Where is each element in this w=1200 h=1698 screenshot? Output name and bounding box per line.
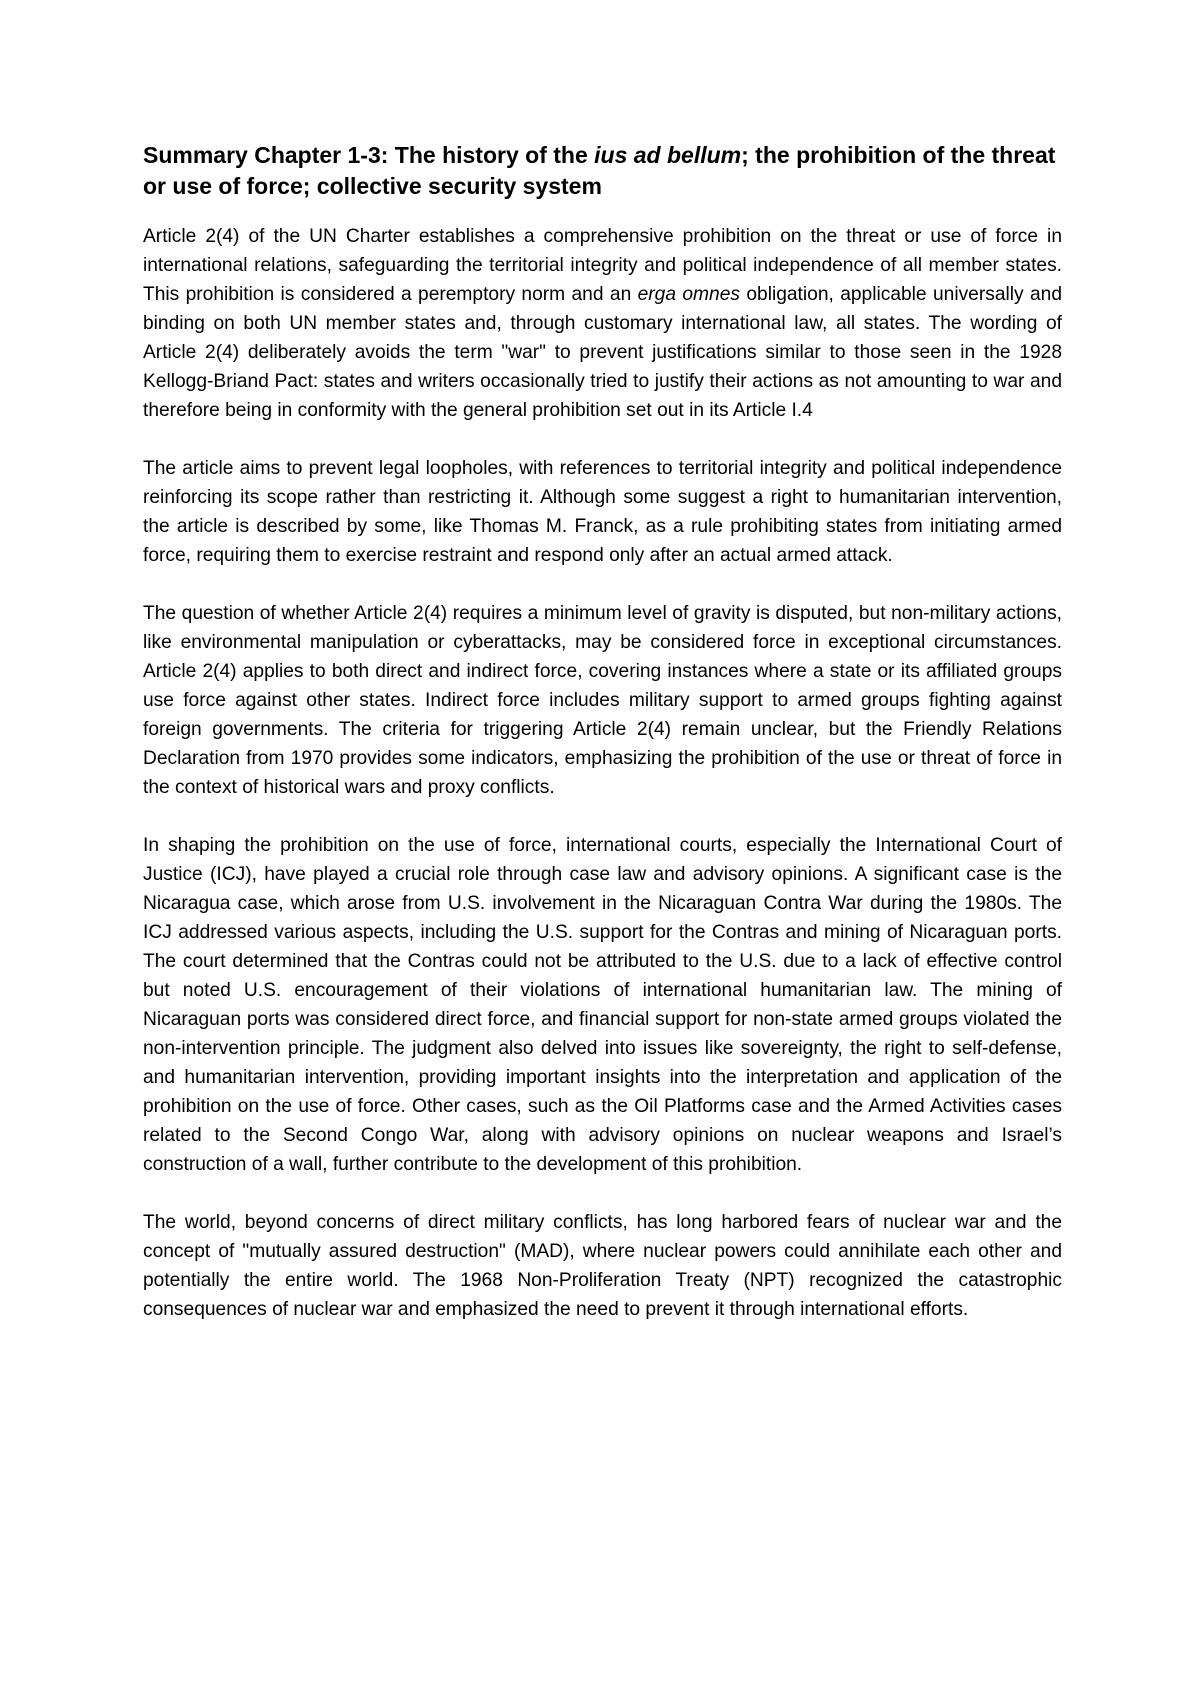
title-text-part1: Summary Chapter 1-3: The history of the: [143, 142, 595, 168]
document-page: [143, 140, 1062, 1353]
paragraph-1-italic-term: erga omnes: [637, 284, 740, 305]
paragraph-1-part2: obligation, applicable universally and binding on both UN member states and, through customary international law, all states. The wording of Article 2(4) deliberately avoids the term "war" to prevent justifications similar to those seen in the 1928 Kellogg-Briand Pact: states and writers occasionally tried to justify their actions as not amounting to war and therefore being in conformity with the general prohibition set out in its Article I.4: [143, 284, 1062, 421]
paragraph-4: In shaping the prohibition on the use of force, international courts, especially the International Court of Justice (ICJ), have played a crucial role through case law and advisory opinions. A significant case is the Nicaragua case, which arose from U.S. involvement in the Nicaraguan Contra War during the 1980s. The ICJ addressed various aspects, including the U.S. support for the Contras and mining of Nicaraguan ports. The court determined that the Contras could not be attributed to the U.S. due to a lack of effective control but noted U.S. encouragement of their violations of international humanitarian law. The mining of Nicaraguan ports was considered direct force, and financial support for non-state armed groups violated the non-intervention principle. The judgment also delved into issues like sovereignty, the right to self-defense, and humanitarian intervention, providing important insights into the interpretation and application of the prohibition on the use of force. Other cases, such as the Oil Platforms case and the Armed Activities cases related to the Second Congo War, along with advisory opinions on nuclear weapons and Israel’s construction of a wall, further contribute to the development of this prohibition.: [143, 835, 1062, 1175]
title-italic-term: ius ad bellum: [594, 142, 742, 168]
paragraph-1-part1: Article 2(4) of the UN Charter establishes a comprehensive prohibition on the threat or use of force in international relations, safeguarding the territorial integrity and political independence of all member states. This prohibition is considered a peremptory norm and an: [143, 226, 1062, 305]
title-text-part2: ; the prohibition of the threat or use of force; collective security system: [143, 142, 1056, 199]
paragraph-3: The question of whether Article 2(4) requires a minimum level of gravity is disputed, but non-military actions, like environmental manipulation or cyberattacks, may be considered force in exceptional circumstances. Article 2(4) applies to both direct and indirect force, covering instances where a state or its affiliated groups use force against other states. Indirect force includes military support to armed groups fighting against foreign governments. The criteria for triggering Article 2(4) remain unclear, but the Friendly Relations Declaration from 1970 provides some indicators, emphasizing the prohibition of the use or threat of force in the context of historical wars and proxy conflicts.: [143, 603, 1062, 798]
paragraph-1: [143, 222, 1062, 425]
paragraph-2: The article aims to prevent legal loopholes, with references to territorial integrity and political independence reinforcing its scope rather than restricting it. Although some suggest a right to humanitarian intervention, the article is described by some, like Thomas M. Franck, as a rule prohibiting states from initiating armed force, requiring them to exercise restraint and respond only after an actual armed attack.: [143, 458, 1062, 566]
document-title: [143, 140, 1062, 202]
paragraph-5: The world, beyond concerns of direct military conflicts, has long harbored fears of nuclear war and the concept of "mutually assured destruction" (MAD), where nuclear powers could annihilate each other and potentially the entire world. The 1968 Non-Proliferation Treaty (NPT) recognized the catastrophic consequences of nuclear war and emphasized the need to prevent it through international efforts.: [143, 1212, 1062, 1320]
